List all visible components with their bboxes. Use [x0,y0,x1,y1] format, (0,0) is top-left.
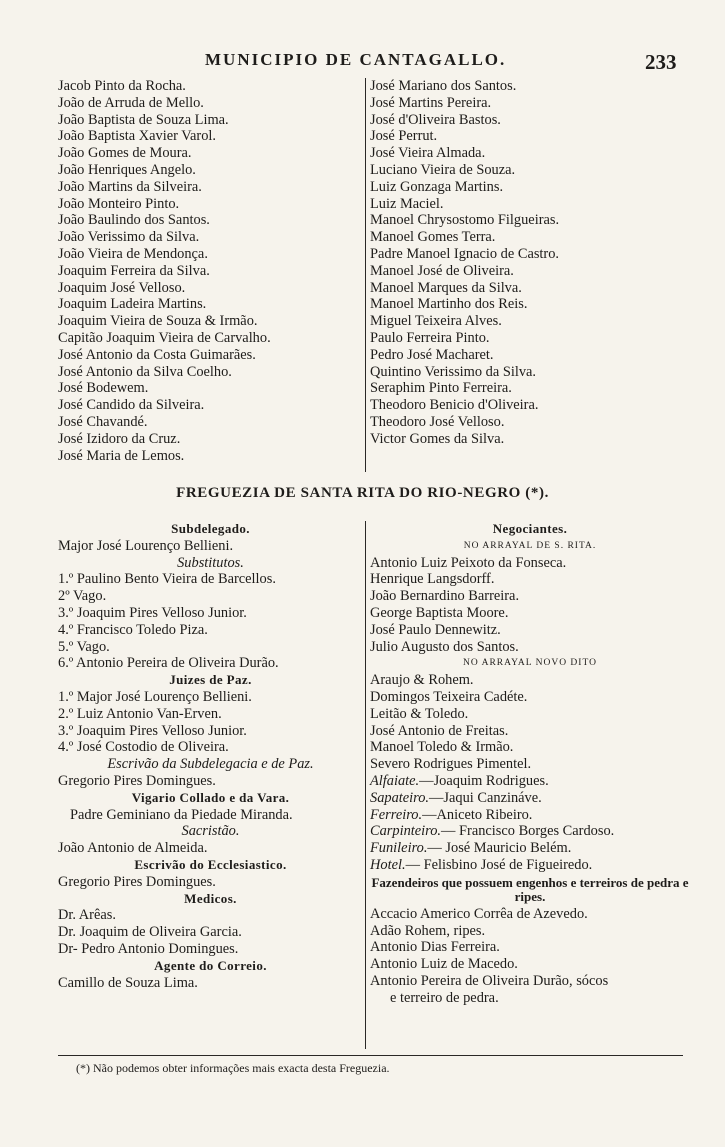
list-item: João Vieira de Mendonça. [58,245,208,262]
juiz-item: 2.º Luiz Antonio Van-Erven. [58,705,222,722]
negociante-item: Manoel Toledo & Irmão. [370,739,514,756]
list-item: José Antonio da Silva Coelho. [58,363,232,380]
list-item: José Martins Pereira. [370,94,492,111]
juiz-item: 3.º Joaquim Pires Velloso Junior. [58,722,247,739]
list-item: João Henriques Angelo. [58,161,196,178]
list-item: José Vieira Almada. [370,145,486,162]
top-left-column [58,78,363,464]
fazendeiro-item: Adão Rohem, ripes. [370,922,486,939]
medico-item: Dr- Pedro Antonio Domingues. [58,940,239,957]
correio-heading: Agente do Correio. [154,957,267,973]
list-item: Manoel Gomes Terra. [370,229,496,246]
list-item: José Perrut. [370,128,438,145]
fazendeiro-last: Antonio Pereira de Oliveira Durão, sócos [370,972,609,989]
substituto-item: 3.º Joaquim Pires Velloso Junior. [58,604,247,621]
escrivao-ecc-name: Gregorio Pires Domingues. [58,873,216,890]
list-item: Jacob Pinto da Rocha. [58,78,186,94]
list-item: José Bodewem. [58,380,149,397]
page-number: 233 [645,50,677,74]
escrivao-sub-heading: Escrivão da Subdelegacia e de Paz. [107,756,314,773]
oficio-name: — Francisco Borges Cardoso. [441,823,615,840]
arraial-santa-rita-heading: NO ARRAYAL DE S. RITA. [463,540,597,551]
oficio-trade: Ferreiro. [370,806,423,823]
oficio-name: — José Mauricio Belém. [427,840,572,857]
sacristao-heading: Sacristão. [181,823,240,840]
correio-name: Camillo de Souza Lima. [58,974,198,991]
oficio-trade: Hotel. [370,856,406,873]
list-item: Joaquim Ladeira Martins. [58,296,207,313]
oficio-trade: Carpinteiro. [370,823,442,840]
list-item: Manoel Martinho dos Reis. [370,296,528,313]
oficio-name: —Aniceto Ribeiro. [422,806,533,823]
list-item: Paulo Ferreira Pinto. [370,329,490,346]
juiz-item: 4.º José Costodio de Oliveira. [58,739,229,756]
substituto-item: 5.º Vago. [58,638,110,655]
negociante-item: Domingos Teixeira Cadéte. [370,688,528,705]
negociante-item: Severo Rodrigues Pimentel. [370,756,532,773]
section-heading: FREGUEZIA DE SANTA RITA DO RIO-NEGRO (*). [176,485,549,501]
negociantes-heading: Negociantes. [492,521,568,536]
list-item: Manoel José de Oliveira. [370,262,514,279]
list-item: João Baulindo dos Santos. [58,212,210,229]
medico-item: Dr. Arêas. [58,907,116,924]
medicos-heading: Medicos. [184,890,237,906]
juizes-heading: Juizes de Paz. [169,672,252,688]
juiz-item: 1.º Major José Lourenço Bellieni. [58,688,252,705]
bottom-right-column [370,521,690,1007]
arraial-novo-heading: NO ARRAYAL NOVO DITO [463,658,597,669]
substituto-item: 4.º Francisco Toledo Piza. [58,621,208,638]
subdelegado-heading: Subdelegado. [171,521,250,536]
list-item: Theodoro José Velloso. [370,413,505,430]
oficio-item [370,773,690,790]
fazendeiros-heading: Fazendeiros que possuem engenhos e terreiros de pedra e ripes. [371,874,689,904]
running-head [0,50,725,72]
oficio-name: —Jaqui Canzináve. [429,789,542,806]
fazendeiro-item: Antonio Dias Ferreira. [370,939,500,956]
oficio-item [370,790,690,807]
list-item: João Gomes de Moura. [58,145,192,162]
substituto-item: 6.º Antonio Pereira de Oliveira Durão. [58,655,279,672]
list-item: José Izidoro da Cruz. [58,430,181,447]
escrivao-ecc-heading: Escrivão do Ecclesiastico. [134,856,287,872]
list-item: Joaquim Ferreira da Silva. [58,262,210,279]
negociante-item: Henrique Langsdorff. [370,571,495,588]
list-item: José Candido da Silveira. [58,397,205,414]
list-item: José d'Oliveira Bastos. [370,111,501,128]
negociante-item: Antonio Luiz Peixoto da Fonseca. [370,554,567,571]
medico-item: Dr. Joaquim de Oliveira Garcia. [58,924,242,941]
running-title: MUNICIPIO DE CANTAGALLO. [205,50,507,69]
oficio-name: — Felisbino José de Figueiredo. [405,856,593,873]
negociante-item: Araujo & Rohem. [370,672,474,689]
list-item: João Verissimo da Silva. [58,229,200,246]
oficio-item [370,823,690,840]
top-right-column [370,78,690,448]
list-item: Luiz Gonzaga Martins. [370,178,504,195]
sacristao-name: João Antonio de Almeida. [58,840,208,857]
list-item: Luiz Maciel. [370,195,444,212]
negociante-item: José Antonio de Freitas. [370,722,509,739]
list-item: João de Arruda de Mello. [58,94,204,111]
list-item: Seraphim Pinto Ferreira. [370,380,512,397]
list-item: Capitão Joaquim Vieira de Carvalho. [58,329,271,346]
list-item: Joaquim Vieira de Souza & Irmão. [58,313,258,330]
list-item: João Baptista Xavier Varol. [58,128,216,145]
list-item: Manoel Marques da Silva. [370,279,522,296]
list-item: Joaquim José Velloso. [58,279,186,296]
list-item: Miguel Teixeira Alves. [370,313,502,330]
subdelegado-name: Major José Lourenço Bellieni. [58,537,234,554]
vigario-heading: Vigario Collado e da Vara. [131,789,290,805]
fazendeiro-item: Antonio Luiz de Macedo. [370,956,518,973]
substituto-item: 1.º Paulino Bento Vieira de Barcellos. [58,571,276,588]
oficio-item [370,857,690,874]
bottom-left-column [58,521,363,991]
oficio-name: —Joaquim Rodrigues. [419,772,549,789]
list-item: João Monteiro Pinto. [58,195,180,212]
oficio-item [370,840,690,857]
vigario-name: Padre Geminiano da Piedade Miranda. [70,806,293,823]
list-item: Luciano Vieira de Souza. [370,161,516,178]
fazendeiro-last-continuation: e terreiro de pedra. [390,989,499,1006]
fazendeiro-item: Accacio Americo Corrêa de Azevedo. [370,905,588,922]
list-item: José Chavandé. [58,413,148,430]
list-item: Padre Manoel Ignacio de Castro. [370,245,560,262]
negociante-item: George Baptista Moore. [370,604,509,621]
oficio-trade: Funileiro. [370,840,428,857]
footnote-rule [58,1055,683,1056]
oficio-trade: Alfaiate. [370,772,420,789]
escrivao-sub-name: Gregorio Pires Domingues. [58,772,216,789]
list-item: Theodoro Benicio d'Oliveira. [370,397,539,414]
list-item: Quintino Verissimo da Silva. [370,363,537,380]
list-item: José Antonio da Costa Guimarães. [58,346,256,363]
list-item: José Mariano dos Santos. [370,78,517,94]
top-column-divider [365,78,366,472]
list-item: Manoel Chrysostomo Filgueiras. [370,212,560,229]
substituto-item: 2º Vago. [58,588,107,605]
footnote: (*) Não podemos obter informações mais exacta desta Freguezia. [76,1061,390,1075]
negociante-item: José Paulo Dennewitz. [370,621,501,638]
list-item: Pedro José Macharet. [370,346,494,363]
negociante-item: Leitão & Toledo. [370,705,469,722]
oficio-trade: Sapateiro. [370,789,430,806]
substitutos-heading: Substitutos. [177,554,244,571]
negociante-item: Julio Augusto dos Santos. [370,638,519,655]
list-item: José Maria de Lemos. [58,447,185,464]
bottom-column-divider [365,521,366,1049]
list-item: Victor Gomes da Silva. [370,430,505,447]
list-item: João Baptista de Souza Lima. [58,111,229,128]
oficio-item [370,807,690,824]
negociante-item: João Bernardino Barreira. [370,588,520,605]
list-item: João Martins da Silveira. [58,178,202,195]
